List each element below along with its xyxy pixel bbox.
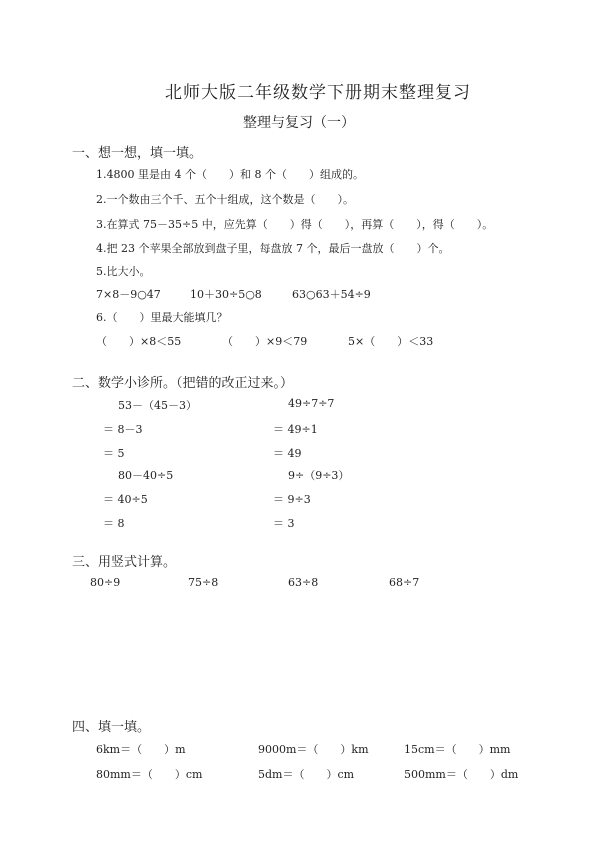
diagnosis-left-a-expr: 53－（45－3）: [118, 399, 197, 412]
compare-item-2: 10＋30÷5○8: [190, 288, 262, 301]
unit-fill-1: 6km＝（ ）m: [96, 743, 186, 756]
diagnosis-right-a-step1: ＝ 49÷1: [273, 423, 318, 436]
vertical-calc-item-1: 80÷9: [90, 576, 121, 589]
vertical-calc-item-3: 63÷8: [288, 576, 319, 589]
compare-item-3: 63○63＋54÷9: [292, 288, 371, 301]
unit-fill-6: 500mm＝（ ）dm: [404, 768, 519, 781]
diagnosis-left-a-step2: ＝ 5: [103, 447, 125, 460]
question-4: 4.把 23 个苹果全部放到盘子里，每盘放 7 个，最后一盘放（ ）个。: [96, 242, 450, 255]
question-6: 6.（ ）里最大能填几？: [96, 311, 228, 324]
page-subtitle: 整理与复习（一）: [243, 115, 355, 131]
fill-max-item-1: （ ）×8＜55: [96, 335, 182, 348]
diagnosis-left-a-step1: ＝ 8－3: [103, 423, 143, 436]
fill-max-item-2: （ ）×9＜79: [222, 335, 308, 348]
vertical-calc-item-4: 68÷7: [389, 576, 420, 589]
unit-fill-5: 5dm＝（ ）cm: [258, 768, 355, 781]
question-2: 2.一个数由三个千、五个十组成，这个数是（ ）。: [96, 193, 354, 206]
question-3: 3.在算式 75－35÷5 中，应先算（ ）得（ ），再算（ ），得（ ）。: [96, 218, 494, 231]
page-title: 北师大版二年级数学下册期末整理复习: [165, 83, 471, 103]
section1-heading: 一、想一想，填一填。: [72, 146, 203, 161]
diagnosis-right-b-step2: ＝ 3: [273, 517, 295, 530]
diagnosis-right-b-expr: 9÷（9÷3）: [288, 469, 350, 482]
diagnosis-right-b-step1: ＝ 9÷3: [273, 493, 311, 506]
diagnosis-right-a-expr: 49÷7÷7: [288, 397, 335, 410]
unit-fill-2: 9000m＝（ ）km: [258, 743, 369, 756]
section3-heading: 三、用竖式计算。: [72, 555, 177, 570]
question-5: 5.比大小。: [96, 265, 151, 278]
diagnosis-left-b-step2: ＝ 8: [103, 517, 125, 530]
diagnosis-left-b-expr: 80－40÷5: [118, 469, 174, 482]
fill-max-item-3: 5×（ ）＜33: [348, 335, 434, 348]
question-1: 1.4800 里是由 4 个（ ）和 8 个（ ）组成的。: [96, 168, 364, 181]
diagnosis-right-a-step2: ＝ 49: [273, 447, 302, 460]
vertical-calc-item-2: 75÷8: [188, 576, 219, 589]
diagnosis-left-b-step1: ＝ 40÷5: [103, 493, 148, 506]
section2-heading: 二、数学小诊所。（把错的改正过来。）: [72, 376, 294, 391]
compare-item-1: 7×8－9○47: [96, 288, 161, 301]
unit-fill-3: 15cm＝（ ）mm: [404, 743, 511, 756]
section4-heading: 四、填一填。: [72, 720, 151, 735]
unit-fill-4: 80mm＝（ ）cm: [96, 768, 203, 781]
